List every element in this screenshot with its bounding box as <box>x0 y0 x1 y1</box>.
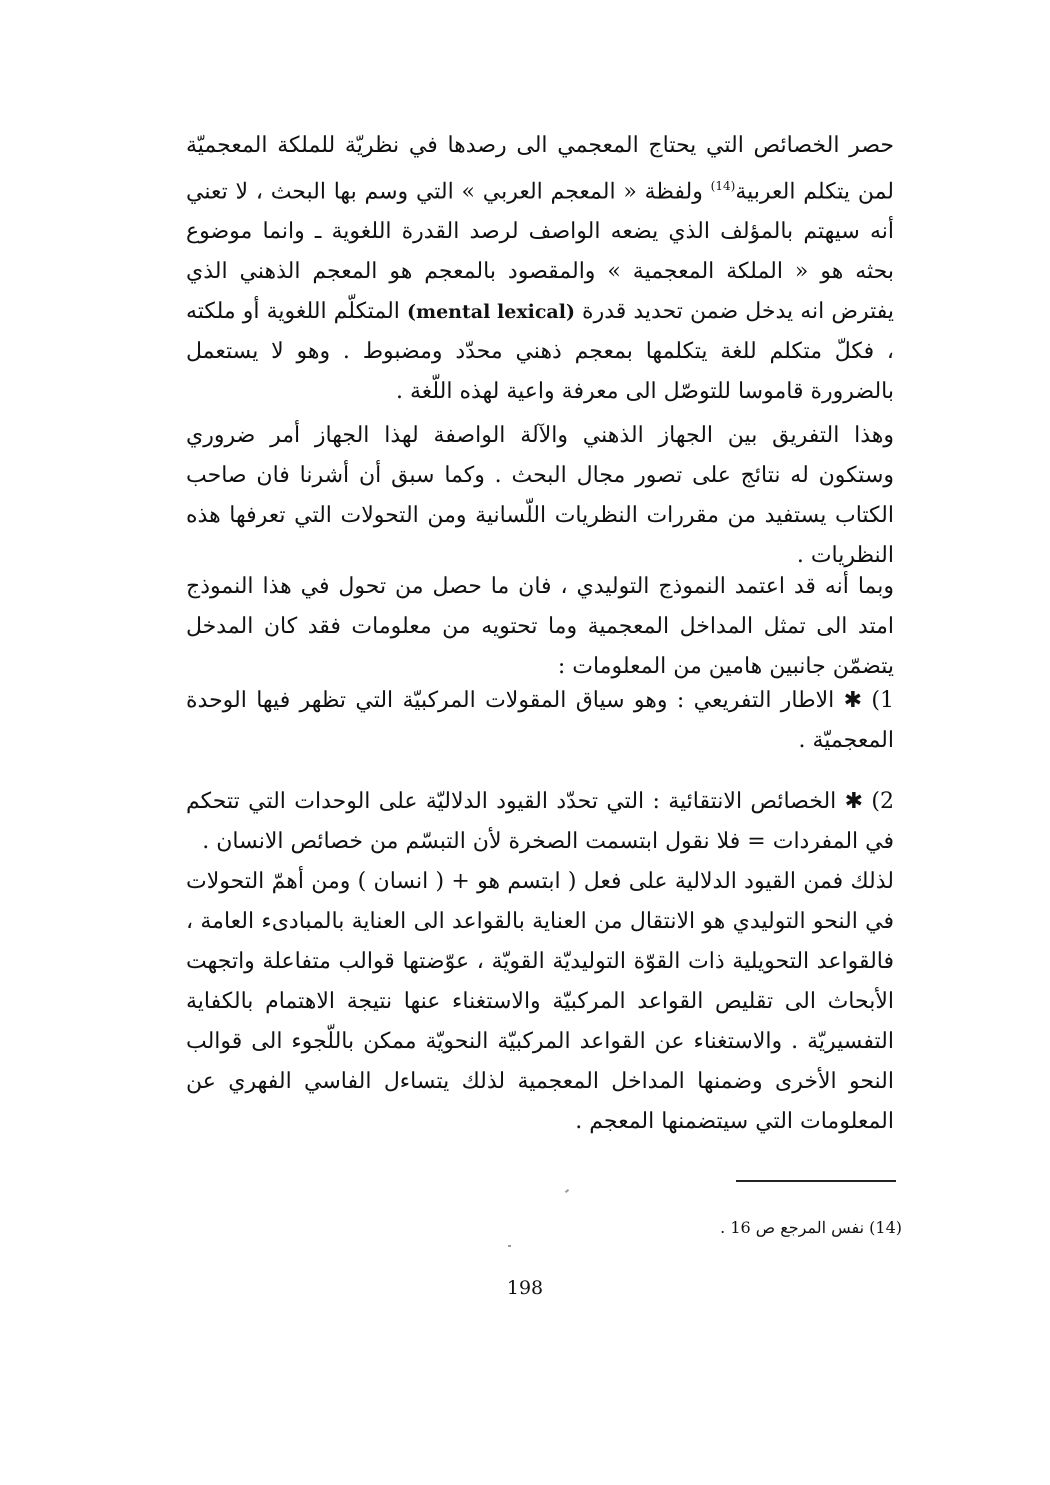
paragraph-3: وبما أنه قد اعتمد النموذج التوليدي ، فان ما حصل من تحول في هذا النموذج امتد الى تمثل المداخل المعجمية وما تحتويه من معلومات فقد كان المدخل يتضمّن جانبين هامين من المعلومات : <box>186 574 894 679</box>
footnote-reference: (14) <box>710 179 736 193</box>
list-item-2: 2) ✱ الخصائص الانتقائية : التي تحدّد القيود الدلاليّة على الوحدات التي تتحكم في المفردات = فلا نقول ابتسمت الصخرة لأن التبسّم من خصائص الانسان . <box>186 789 894 854</box>
page-number: 198 <box>506 1277 544 1299</box>
scan-speck <box>508 1245 511 1247</box>
scan-speck <box>565 1189 569 1193</box>
paragraph-4: لذلك فمن القيود الدلالية على فعل ( ابتسم هو + ( انسان ) ومن أهمّ التحولات في النحو التوليدي هو الانتقال من العناية بالقواعد الى العناية بالمبادىء العامة ، فالقواعد التحويلية ذات القوّة التوليديّة القويّة ، عوّضتها قوالب متفاعلة واتجهت الأبحاث الى تقليص القواعد المركبيّة والاستغناء عنها نتيجة الاهتمام بالكفاية التفسيريّة . والاستغناء عن القواعد المركبيّة النحويّة ممكن باللّجوء الى قوالب النحو الأخرى وضمنها المداخل المعجمية لذلك يتساءل الفاسي الفهري عن المعلومات التي سيتضمنها المعجم . <box>186 869 895 1134</box>
footnote-text: (14) نفس المرجع ص 16 . <box>720 1218 902 1237</box>
paragraph-1-text: حصر الخصائص التي يحتاج المعجمي الى رصدها في نظريّة للملكة المعجميّة لمن يتكلم العربية <box>186 133 894 205</box>
footnote-divider <box>736 1180 896 1182</box>
paragraph-1-continued: ولفظة « المعجم العربي » التي وسم بها البحث ، لا تعني أنه سيهتم بالمؤلف الذي يضعه الواصف لرصد القدرة اللغوية ـ وانما موضوع بحثه هو « الملكة المعجمية » والمقصود بالمعجم هو المعجم الذهني الذي يفترض انه يدخل ضمن تحديد قدرة <box>186 179 895 325</box>
paragraph-1-end: المتكلّم اللغوية أو ملكته ، فكلّ متكلم للغة يتكلمها بمعجم ذهني محدّد ومضبوط . وهو لا يستعمل بالضرورة قاموسا للتوصّل الى معرفة واعية لهذه اللّغة . <box>186 299 894 405</box>
paragraph-1 <box>186 126 894 412</box>
paragraph-2: وهذا التفريق بين الجهاز الذهني والآلة الواصفة لهذا الجهاز أمر ضروري وستكون له نتائج على تصور مجال البحث . وكما سبق أن أشرنا فان صاحب الكتاب يستفيد من مقررات النظريات اللّسانية ومن التحولات التي تعرفها هذه النظريات . <box>186 423 894 568</box>
latin-term: (mental lexical) <box>407 301 575 324</box>
list-item-1: 1) ✱ الاطار التفريعي : وهو سياق المقولات المركبيّة التي تظهر فيها الوحدة المعجميّة . <box>186 688 894 753</box>
